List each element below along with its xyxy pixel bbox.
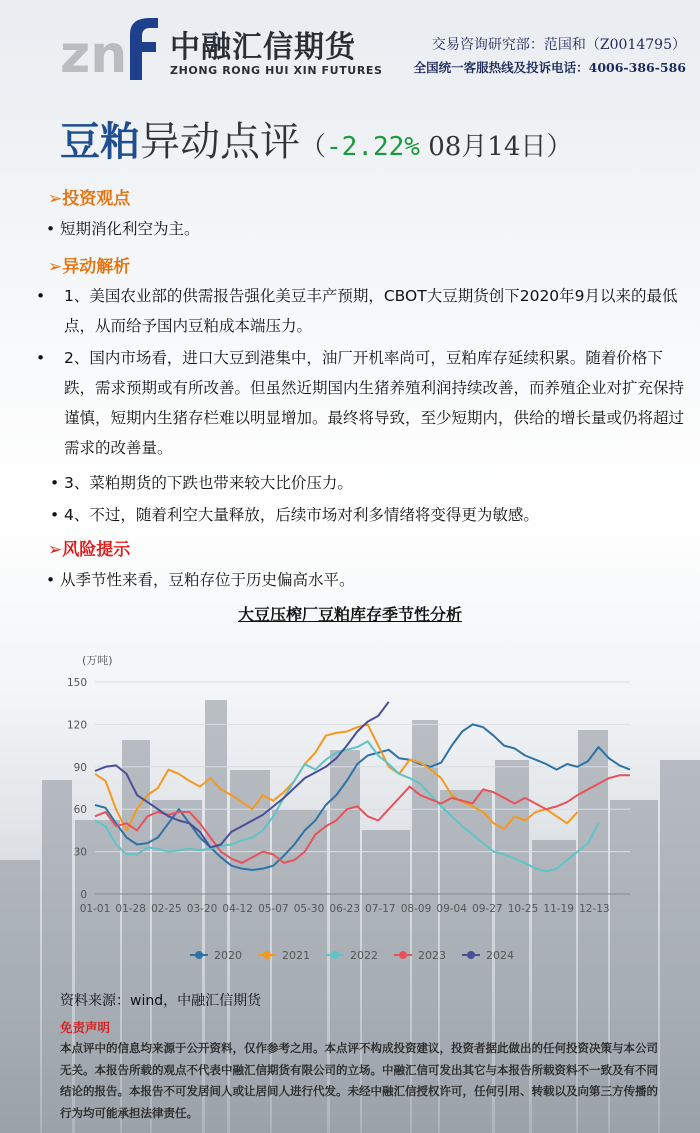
title-date: 08月14日） [419, 132, 573, 162]
list-item [46, 565, 666, 595]
y-tick-label: 30 [73, 846, 87, 859]
x-tick-label: 11-19 [543, 903, 574, 915]
list-item [46, 214, 666, 244]
bullet: • [50, 506, 60, 524]
contact-hotline: 全国统一客服热线及投诉电话：4006-386-586 [413, 60, 686, 75]
legend-marker-2022 [331, 951, 339, 959]
disclaimer-title: 免责声明 [60, 1020, 111, 1035]
bullet: • [50, 474, 60, 492]
x-tick-label: 10-25 [507, 903, 539, 915]
bullet: • [46, 220, 56, 238]
legend-marker-2023 [399, 951, 407, 959]
x-tick-label: 04-12 [222, 903, 253, 915]
bullet: • [36, 287, 46, 305]
x-tick-label: 09-04 [436, 903, 467, 915]
legend-label-2023: 2023 [418, 949, 446, 962]
y-tick-label: 0 [80, 889, 87, 901]
x-tick-label: 07-17 [365, 903, 396, 915]
seasonal-inventory-chart [40, 640, 690, 970]
contact-analyst: 交易咨询研究部：范国和（Z0014795） [431, 37, 686, 53]
view-item: 短期消化利空为主。 [60, 220, 200, 238]
x-tick-label: 09-27 [472, 903, 503, 915]
x-tick-label: 06-23 [329, 903, 360, 915]
section-heading-view: ➢投资观点 [48, 189, 131, 209]
list-item [36, 343, 685, 463]
list-item [46, 468, 670, 498]
legend-label-2021: 2021 [282, 949, 310, 962]
list-item [46, 500, 670, 530]
section-heading-risk: ➢风险提示 [48, 540, 131, 560]
section-heading-analysis: ➢异动解析 [48, 257, 131, 277]
disclaimer-text: 本点评中的信息均来源于公开资料，仅作参考之用。本点评不构成投资建议，投资者据此做出的任何投资决策与本公司无关。本报告所载的观点不代表中融汇信期货有限公司的立场。中融汇信可发出其它与本报告所载资料不一致及有不同结论的报告。本报告不可发居间人或让居间人进行代发。未经中融汇信授权许可，任何引用、转载以及向第三方传播的行为均可能承担法律责任。 [60, 1041, 658, 1120]
analysis-item-1: 1、美国农业部的供需报告强化美豆丰产预期，CBOT大豆期货创下2020年9月以来的最低点，从而给予国内豆粕成本端压力。 [64, 287, 678, 335]
title-open-paren: （ [300, 132, 327, 162]
x-tick-label: 08-09 [400, 903, 432, 915]
y-tick-label: 60 [73, 804, 87, 817]
x-tick-label: 01-01 [79, 903, 111, 915]
analysis-item-3: 3、菜粕期货的下跌也带来较大比价压力。 [64, 474, 353, 492]
x-tick-label: 03-20 [186, 903, 218, 915]
y-tick-label: 120 [66, 719, 87, 732]
legend-label-2022: 2022 [350, 949, 378, 962]
legend-marker-2024 [467, 951, 475, 959]
legend-label-2020: 2020 [214, 949, 242, 962]
company-logo-icon [60, 12, 160, 80]
analysis-item-4: 4、不过，随着利空大量释放，后续市场对利多情绪将变得更为敏感。 [64, 506, 539, 524]
risk-item: 从季节性来看，豆粕存位于历史偏高水平。 [60, 571, 355, 589]
page-title [60, 110, 572, 167]
y-tick-label: 150 [66, 677, 87, 689]
x-tick-label: 12-13 [579, 903, 610, 915]
x-tick-label: 02-25 [151, 903, 182, 915]
bullet: • [36, 349, 46, 367]
title-change: -2.22% [326, 132, 420, 162]
svg-text:zn: zn [60, 25, 128, 80]
x-tick-label: 05-07 [258, 903, 289, 915]
legend-label-2024: 2024 [486, 949, 514, 962]
header [0, 0, 700, 92]
title-product: 豆粕 [60, 119, 140, 165]
list-item [36, 281, 684, 341]
x-tick-label: 01-28 [115, 903, 146, 915]
title-type: 异动点评 [140, 119, 300, 165]
company-name-cn: 中融汇信期货 [170, 30, 356, 65]
x-tick-label: 05-30 [293, 903, 325, 915]
y-tick-label: 90 [73, 761, 87, 774]
bullet: • [46, 571, 56, 589]
legend-marker-2021 [263, 951, 271, 959]
data-source: 资料来源：wind，中融汇信期货 [60, 993, 262, 1009]
series-line-2020 [95, 724, 630, 870]
chart-title: 大豆压榨厂豆粕库存季节性分析 [237, 605, 462, 624]
analysis-item-2: 2、国内市场看，进口大豆到港集中，油厂开机率尚可，豆粕库存延续积累。随着价格下跌，需求预期或有所改善。但虽然近期国内生猪养殖利润持续改善，而养殖企业对扩充保持谨慎，短期内生猪存栏难以明显增加。最终将导致，至少短期内，供给的增长量或仍将超过需求的改善量。 [64, 349, 685, 457]
company-name-en: ZHONG RONG HUI XIN FUTURES [170, 64, 383, 77]
y-unit-label: (万吨) [82, 654, 113, 667]
legend-marker-2020 [195, 951, 203, 959]
series-line-2024 [95, 702, 389, 848]
